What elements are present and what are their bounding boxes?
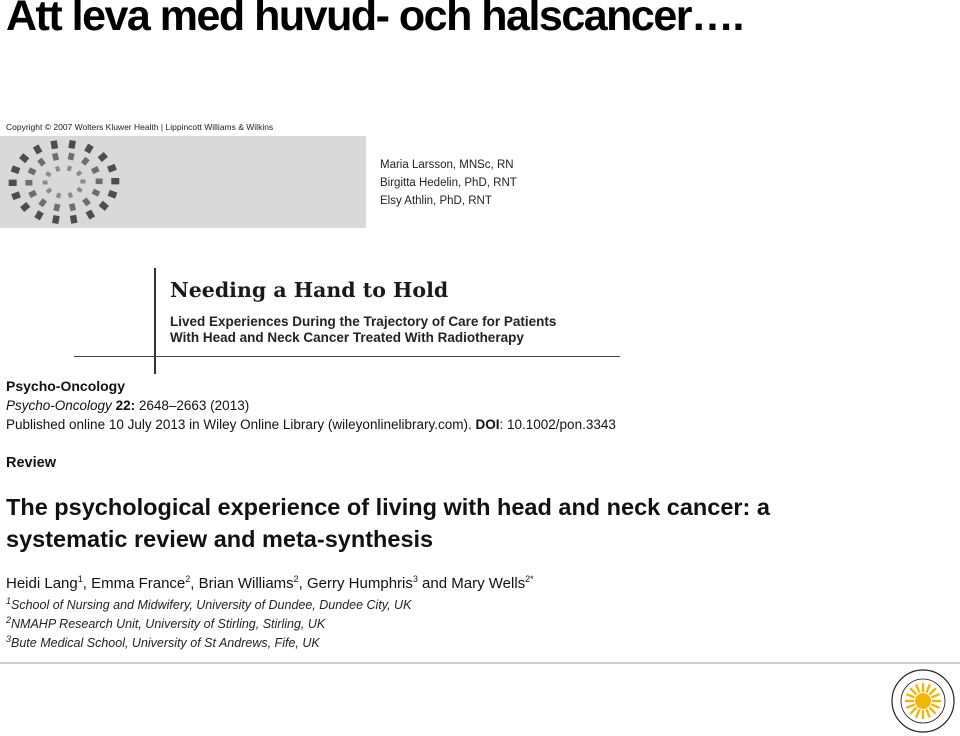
journal-banner [0,136,366,228]
citation [6,398,249,413]
article-type: Review [6,455,56,471]
affiliation-sup: 1 [6,596,12,606]
affiliation-1 [6,596,411,612]
author-sup: 1 [77,574,83,584]
author-line: Birgitta Hedelin, PhD, RNT [380,177,517,189]
vertical-divider [154,268,156,374]
author-sup: 2 [185,574,191,584]
affiliation-sup: 2 [6,615,12,625]
affiliation-text: NMAHP Research Unit, University of Stirling, Stirling, UK [11,617,326,632]
author-name: Emma France [91,575,186,592]
affiliation-sup: 3 [6,634,12,644]
published-line [6,417,616,432]
article1-title: Needing a Hand to Hold [170,278,449,302]
subtitle-line: Lived Experiences During the Trajectory of Care for Patients [170,314,557,329]
author-sep: and [417,575,452,592]
author-name: Heidi Lang [6,575,78,592]
slide-title: Att leva med huvud- och halscancer…. [6,0,743,40]
affiliation-2 [6,615,325,631]
affiliation-text: Bute Medical School, University of St Andrews, Fife, UK [11,636,320,651]
citation-pages: 2648–2663 (2013) [138,398,250,413]
footer-divider [0,662,960,664]
citation-volume: 22: [115,398,136,413]
university-sun-seal-icon [890,668,956,734]
author-line: Elsy Athlin, PhD, RNT [380,195,492,207]
author-sep: , [298,575,308,592]
author-name: Brian Williams [198,575,294,592]
article2-authors [6,574,534,592]
author-sep: , [190,575,199,592]
journal-name: Psycho-Oncology [6,378,126,394]
doi-value: : 10.1002/pon.3343 [499,417,616,432]
horizontal-divider [74,356,620,357]
author-name: Mary Wells [451,575,526,592]
author-line: Maria Larsson, MNSc, RN [380,159,514,171]
copyright-line: Copyright © 2007 Wolters Kluwer Health | Lippincott Williams & Wilkins [6,122,274,132]
affiliation-3 [6,634,320,650]
affiliation-text: School of Nursing and Midwifery, University of Dundee, Dundee City, UK [11,598,412,613]
author-sup: 2* [525,574,534,584]
author-sup: 3 [412,574,418,584]
doi-label: DOI [475,417,500,432]
author-name: Gerry Humphris [307,575,413,592]
published-text: Published online 10 July 2013 in Wiley Online Library (wileyonlinelibrary.com). [6,417,472,432]
subtitle-line: With Head and Neck Cancer Treated With Radiotherapy [170,330,524,345]
author-sup: 2 [293,574,299,584]
article2-title: The psychological experience of living with head and neck cancer: a systematic review and meta-synthesis [6,494,770,552]
radial-squares-logo-icon [0,136,130,228]
article1-subtitle [170,314,556,346]
author-sep: , [82,575,92,592]
citation-journal: Psycho-Oncology [6,398,112,413]
article1-authors [380,156,517,210]
